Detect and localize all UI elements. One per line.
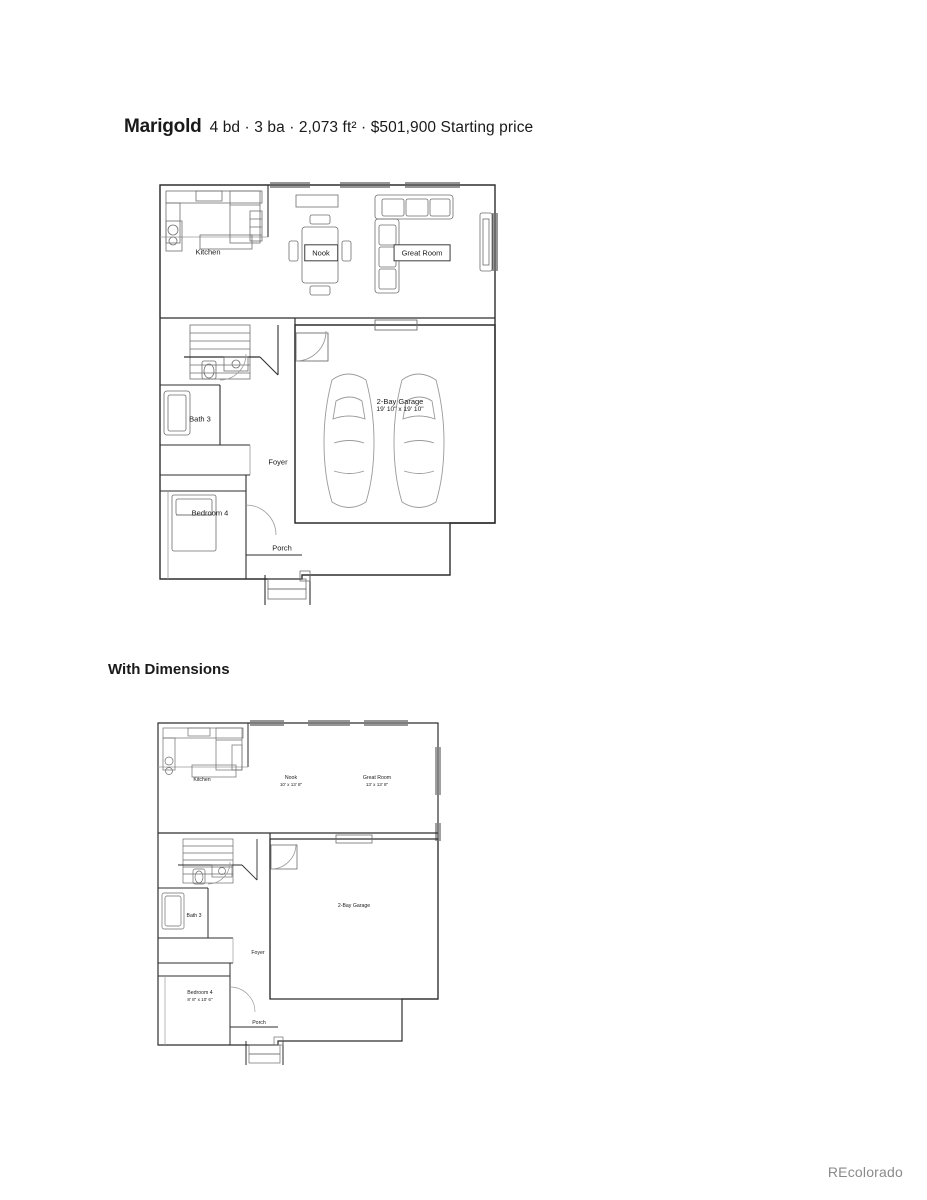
room-label-garage-name: 2-Bay Garage xyxy=(376,397,424,407)
floorplan-dimensions-drawing xyxy=(150,715,460,1065)
dim-room-label-garage: 2-Bay Garage xyxy=(337,902,371,909)
dim-room-label-bedroom-4-name: Bedroom 4 xyxy=(187,989,213,996)
plan-header xyxy=(124,116,533,138)
recolorado-watermark: REcolorado xyxy=(827,1164,903,1180)
room-label-foyer: Foyer xyxy=(268,457,288,467)
plan-title: Marigold xyxy=(124,116,202,137)
dim-room-label-bath-3: Bath 3 xyxy=(186,912,202,919)
dim-room-label-great-room-name: Great Room xyxy=(362,774,392,781)
dim-room-label-foyer: Foyer xyxy=(251,949,265,956)
with-dimensions-heading: With Dimensions xyxy=(108,661,230,678)
room-label-garage xyxy=(376,397,423,415)
dim-room-label-nook-name: Nook xyxy=(284,774,298,781)
floorplan-with-dimensions xyxy=(150,715,460,1065)
dim-room-label-nook xyxy=(280,775,302,787)
room-label-kitchen: Kitchen xyxy=(195,247,221,257)
dim-room-label-great-room xyxy=(363,775,391,787)
room-label-porch: Porch xyxy=(272,543,292,553)
room-label-bath-3: Bath 3 xyxy=(189,414,211,424)
dim-room-label-bedroom-4-dimensions: 8' 8" x 10' 6" xyxy=(187,996,213,1002)
dim-room-label-bedroom-4 xyxy=(187,990,212,1002)
dim-room-label-great-room-dimensions: 13' x 13' 8" xyxy=(365,781,389,787)
room-label-nook: Nook xyxy=(304,244,338,261)
floorplan-main-drawing xyxy=(150,175,520,605)
room-label-garage-dimensions: 19' 10" x 19' 10" xyxy=(376,406,424,414)
room-label-great-room: Great Room xyxy=(394,244,451,261)
dim-room-label-porch: Porch xyxy=(252,1019,266,1026)
dim-room-label-kitchen: Kitchen xyxy=(193,776,211,783)
dim-room-label-nook-dimensions: 10' x 13' 8" xyxy=(279,781,303,787)
plan-specs: 4 bd · 3 ba · 2,073 ft² · $501,900 Starting price xyxy=(209,119,534,136)
room-label-bedroom-4: Bedroom 4 xyxy=(191,508,229,518)
floorplan-main xyxy=(150,175,520,605)
